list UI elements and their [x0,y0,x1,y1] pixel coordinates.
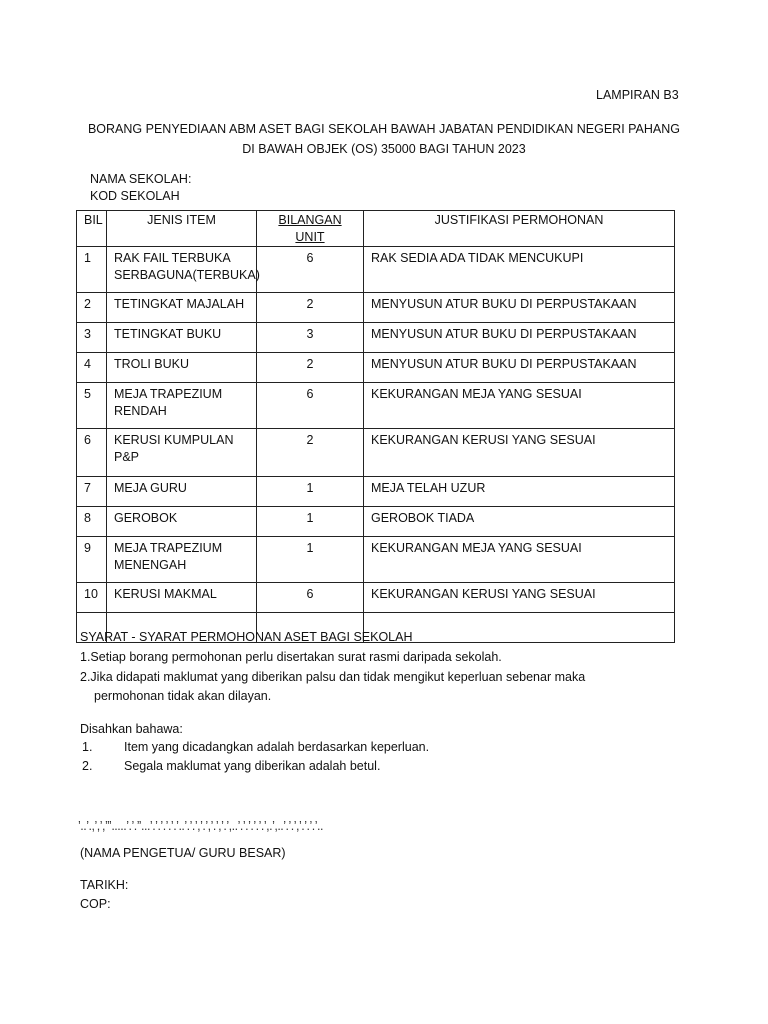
row-bil: 2 [77,293,107,323]
row-unit: 2 [257,429,364,477]
header-jenis-item: JENIS ITEM [107,211,257,247]
table-row [77,293,675,323]
header-bilangan-unit: BILANGAN UNIT [257,211,364,247]
row-unit: 1 [257,507,364,537]
row-jenis-item: KERUSI KUMPULAN P&P [107,429,257,477]
syarat-item-2: 2.Jika didapati maklumat yang diberikan palsu dan tidak mengikut keperluan sebenar maka [80,670,586,684]
table-row [77,537,675,583]
row-bil: 4 [77,353,107,383]
row-justifikasi: MENYUSUN ATUR BUKU DI PERPUSTAKAAN [364,293,675,323]
row-unit: 2 [257,353,364,383]
row-bil: 10 [77,583,107,613]
row-justifikasi: RAK SEDIA ADA TIDAK MENCUKUPI [364,247,675,293]
row-justifikasi: GEROBOK TIADA [364,507,675,537]
tarikh-label: TARIKH: [80,878,129,892]
form-title-line2: DI BAWAH OBJEK (OS) 35000 BAGI TAHUN 2023 [242,142,526,156]
row-unit: 6 [257,583,364,613]
row-justifikasi: KEKURANGAN MEJA YANG SESUAI [364,383,675,429]
row-bil: 6 [77,429,107,477]
row-justifikasi: KEKURANGAN KERUSI YANG SESUAI [364,583,675,613]
row-justifikasi: KEKURANGAN MEJA YANG SESUAI [364,537,675,583]
header-bil: BIL [77,211,107,247]
row-unit: 6 [257,247,364,293]
pengesahan-title: Disahkan bahawa: [80,722,183,736]
row-bil: 7 [77,477,107,507]
syarat-title: SYARAT - SYARAT PERMOHONAN ASET BAGI SEKOLAH [80,630,413,644]
table-header-row [77,211,675,247]
row-bil: 5 [77,383,107,429]
row-jenis-item: MEJA GURU [107,477,257,507]
row-justifikasi: KEKURANGAN KERUSI YANG SESUAI [364,429,675,477]
asset-table [76,210,675,643]
pengesahan-item-2: Segala maklumat yang diberikan adalah betul. [124,759,381,773]
row-jenis-item: TETINGKAT BUKU [107,323,257,353]
table-row [77,429,675,477]
row-jenis-item: KERUSI MAKMAL [107,583,257,613]
syarat-item-2-continued: permohonan tidak akan dilayan. [94,689,272,703]
table-row [77,583,675,613]
pengesahan-item-1: Item yang dicadangkan adalah berdasarkan keperluan. [124,740,430,754]
row-unit: 3 [257,323,364,353]
row-justifikasi: MENYUSUN ATUR BUKU DI PERPUSTAKAAN [364,353,675,383]
table-row [77,477,675,507]
row-unit: 1 [257,537,364,583]
lampiran-label: LAMPIRAN B3 [596,88,679,102]
row-unit: 2 [257,293,364,323]
form-title-line1: BORANG PENYEDIAAN ABM ASET BAGI SEKOLAH BAWAH JABATAN PENDIDIKAN NEGERI PAHANG [87,122,681,136]
nama-pengetua-label: (NAMA PENGETUA/ GURU BESAR) [80,846,286,860]
row-jenis-item: GEROBOK [107,507,257,537]
row-jenis-item: TETINGKAT MAJALAH [107,293,257,323]
pengesahan-item-2-number: 2. [82,759,93,773]
kod-sekolah-label: KOD SEKOLAH [90,189,180,203]
row-bil: 1 [77,247,107,293]
row-unit: 6 [257,383,364,429]
row-jenis-item: MEJA TRAPEZIUM RENDAH [107,383,257,429]
table-row [77,353,675,383]
table-row [77,507,675,537]
pengesahan-item-1-number: 1. [82,740,93,754]
row-unit: 1 [257,477,364,507]
row-jenis-item: TROLI BUKU [107,353,257,383]
cop-label: COP: [80,897,111,911]
table-row [77,383,675,429]
signature-line: ’..’.,’,’,’’’.....’.’.’’...’.’.’.’.’.’..’.’.’,’.’,’.’,’.’,..’.’.’.’.’.’,.’,..’.’.’,’.’.’.’.. [78,819,323,833]
row-bil: 8 [77,507,107,537]
syarat-item-1: 1.Setiap borang permohonan perlu disertakan surat rasmi daripada sekolah. [80,650,502,664]
row-jenis-item: MEJA TRAPEZIUM MENENGAH [107,537,257,583]
row-justifikasi: MEJA TELAH UZUR [364,477,675,507]
row-bil: 9 [77,537,107,583]
header-justifikasi: JUSTIFIKASI PERMOHONAN [364,211,675,247]
table-row [77,247,675,293]
table-row [77,323,675,353]
row-jenis-item: RAK FAIL TERBUKA SERBAGUNA(TERBUKA) [107,247,257,293]
nama-sekolah-label: NAMA SEKOLAH: [90,172,192,186]
row-bil: 3 [77,323,107,353]
row-justifikasi: MENYUSUN ATUR BUKU DI PERPUSTAKAAN [364,323,675,353]
